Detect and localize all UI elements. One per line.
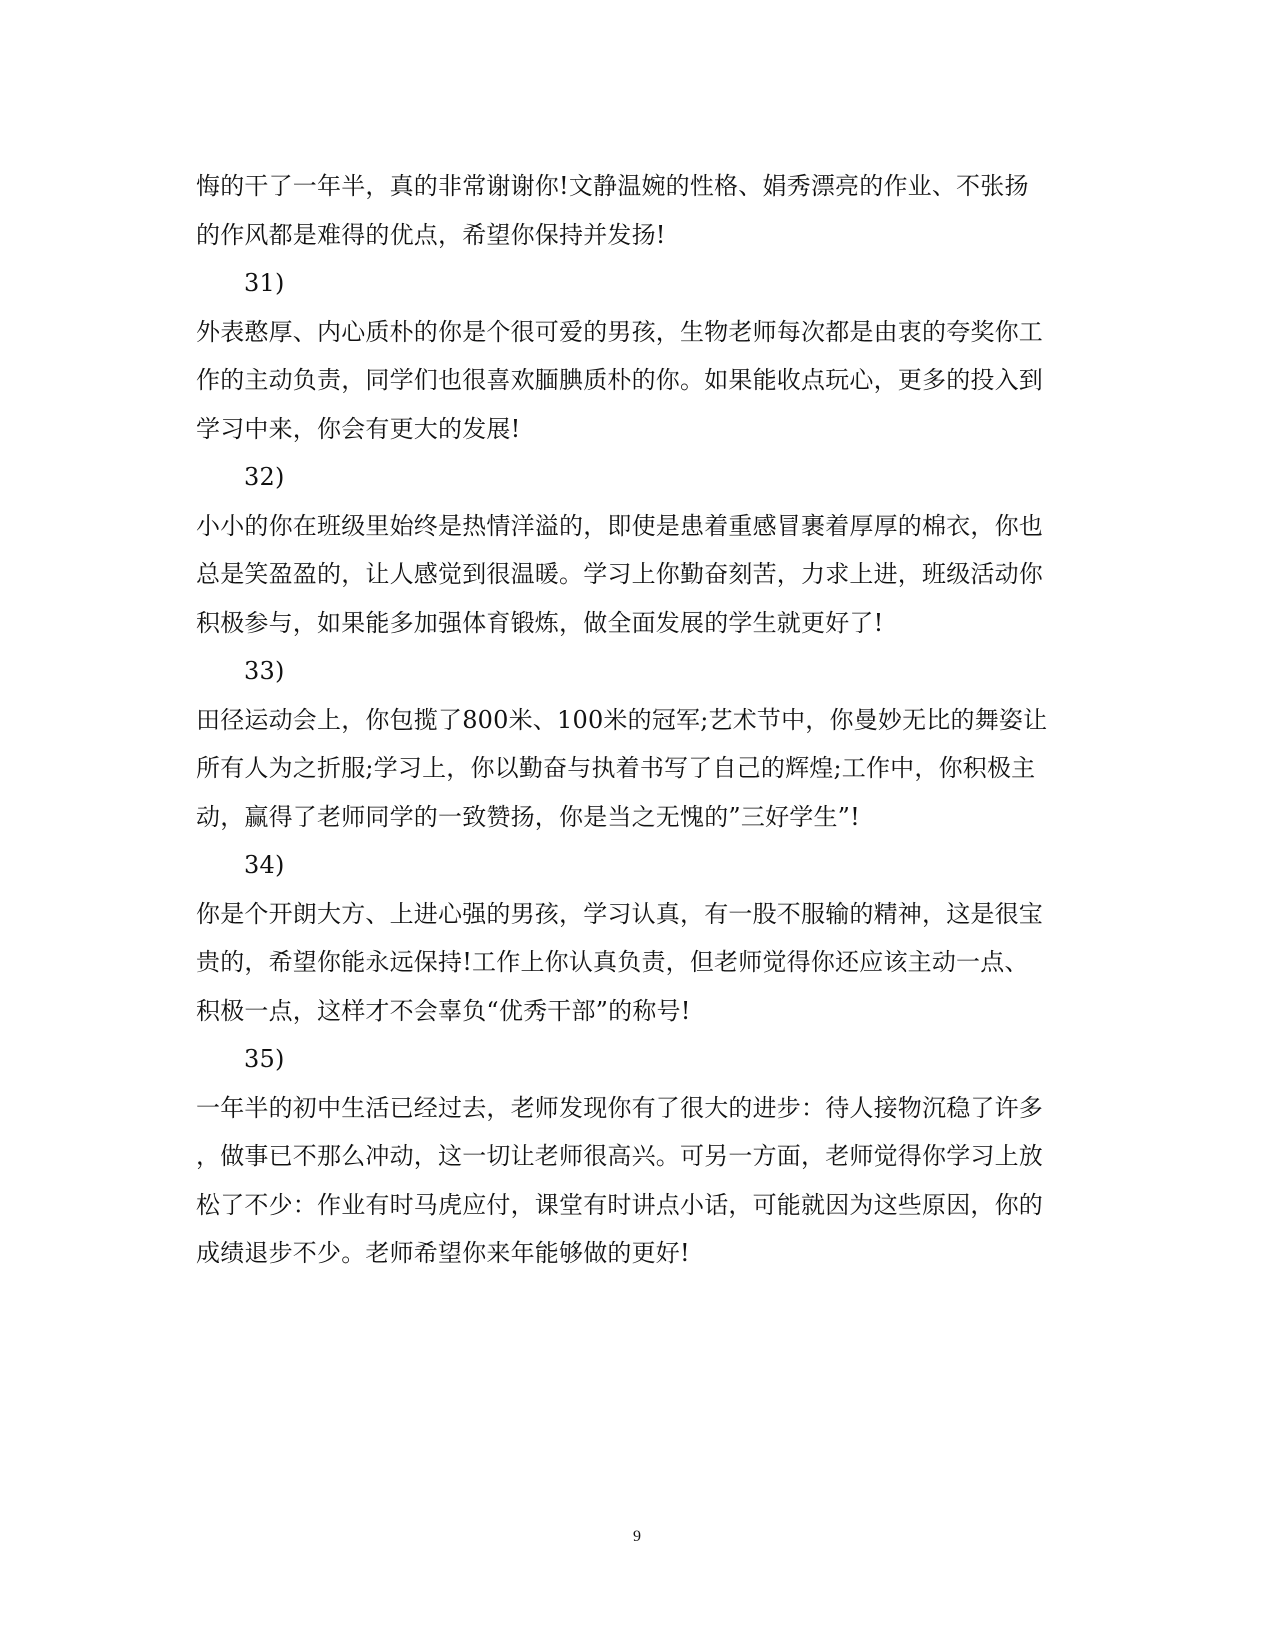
text-line: 成绩退步不少。老师希望你来年能够做的更好! [196, 1239, 690, 1267]
page-number: 9 [633, 1528, 641, 1545]
text-line: 积极一点，这样才不会辜负“优秀干部”的称号! [196, 996, 691, 1025]
text-line: 贵的，希望你能永远保持!工作上你认真负责，但老师觉得你还应该主动一点、 [196, 948, 1029, 976]
document-body [196, 162, 1076, 1278]
text-line: 一年半的初中生活已经过去，老师发现你有了很大的进步：待人接物沉稳了许多 [196, 1093, 1043, 1122]
text-line: 小小的你在班级里始终是热情洋溢的，即使是患着重感冒裹着厚厚的棉衣，你也 [196, 511, 1043, 540]
text-line: 积极参与，如果能多加强体育锻炼，做全面发展的学生就更好了! [196, 608, 884, 637]
text-line: 作的主动负责，同学们也很喜欢腼腆质朴的你。如果能收点玩心，更多的投入到 [196, 366, 1043, 394]
text-line: 松了不少：作业有时马虎应付，课堂有时讲点小话，可能就因为这些原因，你的 [196, 1190, 1043, 1219]
text-line: 学习中来，你会有更大的发展! [196, 414, 521, 443]
text-line: 所有人为之折服;学习上，你以勤奋与执着书写了自己的辉煌;工作中，你积极主 [196, 754, 1036, 782]
text-line: 的作风都是难得的优点，希望你保持并发扬! [196, 220, 666, 249]
text-line: 田径运动会上，你包揽了800米、100米的冠军;艺术节中，你曼妙无比的舞姿让 [196, 705, 1048, 734]
text-line: 外表憨厚、内心质朴的你是个很可爱的男孩，生物老师每次都是由衷的夸奖你工 [196, 317, 1043, 346]
item-number: 33) [244, 657, 285, 685]
text-line: ，做事已不那么冲动，这一切让老师很高兴。可另一方面，老师觉得你学习上放 [196, 1142, 1043, 1170]
text-line: 悔的干了一年半，真的非常谢谢你!文静温婉的性格、娟秀漂亮的作业、不张扬 [196, 172, 1029, 200]
item-number: 32) [244, 463, 285, 491]
item-number: 31) [244, 269, 285, 297]
item-number: 35) [244, 1045, 285, 1073]
text-line: 总是笑盈盈的，让人感觉到很温暖。学习上你勤奋刻苦，力求上进，班级活动你 [196, 560, 1043, 588]
text-line: 动，赢得了老师同学的一致赞扬，你是当之无愧的”三好学生”! [196, 802, 860, 831]
text-line: 你是个开朗大方、上进心强的男孩，学习认真，有一股不服输的精神，这是很宝 [196, 899, 1043, 928]
item-number: 34) [244, 851, 285, 879]
